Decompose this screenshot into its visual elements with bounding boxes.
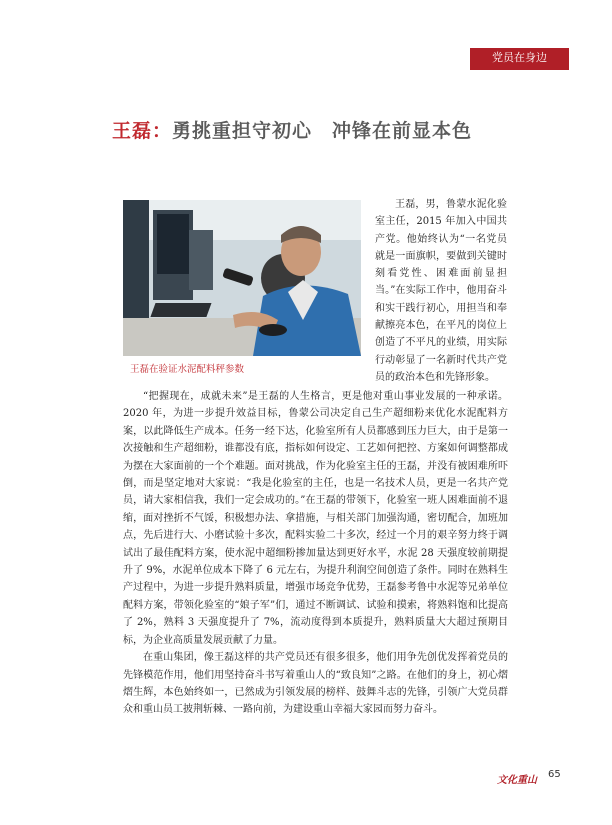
title-name: 王磊： xyxy=(112,120,173,142)
section-label: 党员在身边 xyxy=(470,48,569,68)
photo-caption: 王磊在验证水泥配料秤参数 xyxy=(130,364,245,375)
page-title xyxy=(112,116,472,144)
intro-text: 王磊，男，鲁蒙水泥化验室主任，2015 年加入中国共产党。他始终认为“一名党员就是一面旗帜，要做到关键时刻看党性、困难面前显担当。”在实际工作中，他用奋斗和实干践行初心，用担当和奉献擦亮本色，在平凡的岗位上创造了不平凡的业绩，用实际行动彰显了一名新时代共产党员的政治本色和先锋形象。 xyxy=(375,199,507,383)
title-rest: 勇挑重担守初心 冲锋在前显本色 xyxy=(172,120,473,142)
photo-illustration xyxy=(123,200,361,356)
article-body xyxy=(123,388,508,719)
section-rule xyxy=(470,68,569,70)
body-paragraph-1: “把握现在，成就未来”是王磊的人生格言，更是他对重山事业发展的一种承诺。2020 年，为进一步提升效益目标，鲁蒙公司决定自己生产超细粉来优化水泥配料方案，以此降低生产成本。任务一经下达，化验室所有人员都感到压力巨大，由于是第一次接触和生产超细粉，谁都没有底，指标如何设定、工艺如何把控、方案如何调整都成为摆在大家面前的一个个难题。面对挑战，作为化验室主任的王磊，并没有被困难所吓倒，而是坚定地对大家说：“我是化验室的主任，也是一名技术人员，更是一名共产党员，请大家相信我，我们一定会成功的。”在王磊的带领下，化验室一班人困难面前不退缩，面对挫折不气馁，积极想办法、拿措施，与相关部门加强沟通，密切配合，加班加点，先后进行大、小磨试验十多次，配料实验二十多次，经过一个月的艰辛努力终于调试出了最佳配料方案，使水泥中超细粉掺加量达到更好水平，水泥 28 天强度较前期提升了 9%，水泥单位成本下降了 6 元左右，为提升利润空间创造了条件。同时在熟料生产过程中，为进一步提升熟料质量，增强市场竞争优势，王磊参考鲁中水泥等兄弟单位配料方案，带领化验室的“娘子军”们，通过不断调试、试验和摸索，将熟料饱和比提高了 2%，熟料 3 天强度提升了 7%，流动度得到本质提升，熟料质量大大超过预期目标，为企业高质量发展贡献了力量。 xyxy=(123,391,508,646)
photo-portrait xyxy=(123,200,361,356)
page-number: 65 xyxy=(548,769,561,780)
intro-paragraph xyxy=(375,196,507,386)
footer-brand: 文化重山 xyxy=(497,775,537,786)
body-paragraph-2: 在重山集团，像王磊这样的共产党员还有很多很多，他们用争先创优发挥着党员的先锋模范作用，他们用坚持奋斗书写着重山人的“致良知”之路。在他们的身上，初心熠熠生辉，本色始终如一，已然成为引领发展的榜样、鼓舞斗志的先锋，引领广大党员群众和重山员工披荆斩棘、一路向前，为建设重山幸福大家园而努力奋斗。 xyxy=(123,652,508,716)
